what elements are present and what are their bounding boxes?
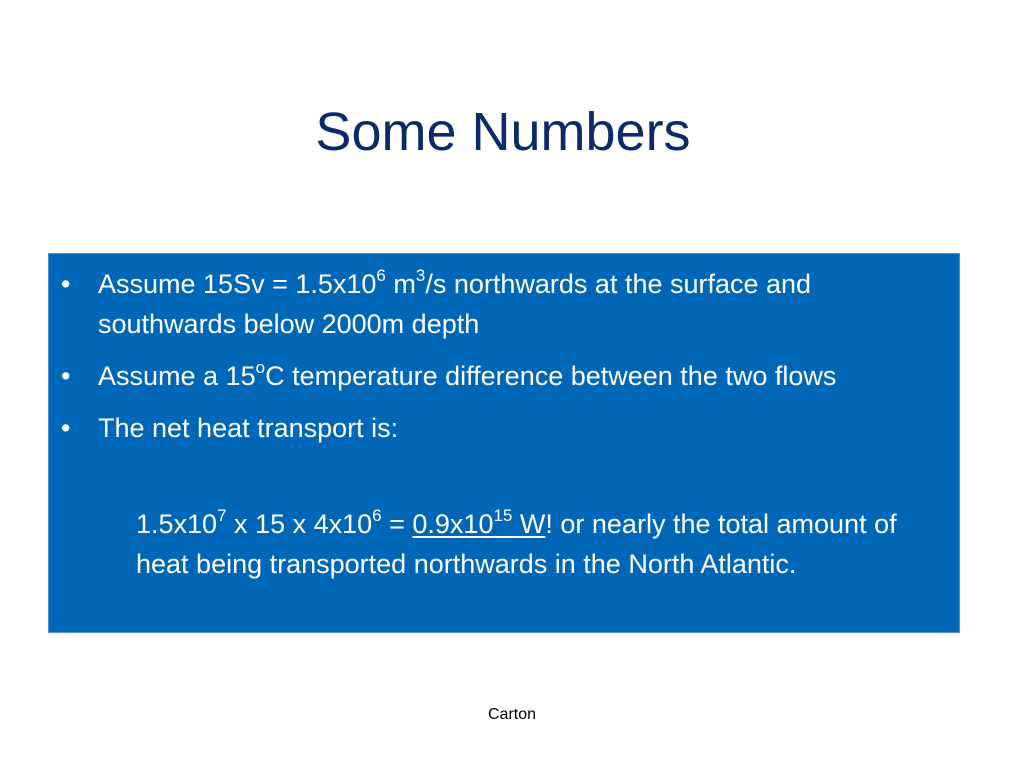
calc-result-base: 0.9x10 <box>412 509 494 539</box>
bullet-marker: • <box>61 361 71 391</box>
superscript: o <box>255 358 266 377</box>
superscript: 3 <box>415 266 426 285</box>
calc-text: = <box>381 509 413 539</box>
bullet-item-heat-transport <box>49 408 961 448</box>
content-box <box>48 253 960 633</box>
bullet-text: m <box>385 269 416 299</box>
superscript: 7 <box>217 506 227 525</box>
calc-text: 1.5x10 <box>136 509 218 539</box>
calc-result-unit: W <box>512 509 546 539</box>
superscript: 6 <box>376 266 386 285</box>
footer-author: Carton <box>487 706 537 723</box>
bullet-marker: • <box>61 269 71 299</box>
bullet-text: /s northwards at the surface and southwards below 2000m depth <box>98 269 812 339</box>
bullet-text: Assume 15Sv = 1.5x10 <box>98 269 377 299</box>
bullet-text: Assume a 15 <box>98 361 256 391</box>
superscript: 15 <box>493 506 513 525</box>
calc-text: ! or nearly the total amount of heat being transported northwards in the North Atlantic. <box>136 509 897 579</box>
bullet-marker: • <box>61 413 71 443</box>
calc-result <box>412 506 546 539</box>
calc-text: x 15 x 4x10 <box>226 509 373 539</box>
bullet-text: C temperature difference between the two flows <box>265 361 837 391</box>
slide-title: Some Numbers <box>315 102 691 162</box>
bullet-item-flow <box>49 264 961 344</box>
calculation-text <box>136 504 954 584</box>
bullet-list <box>49 264 961 460</box>
superscript: 6 <box>372 506 382 525</box>
bullet-text: The net heat transport is: <box>98 413 399 443</box>
bullet-item-temperature <box>49 356 961 396</box>
